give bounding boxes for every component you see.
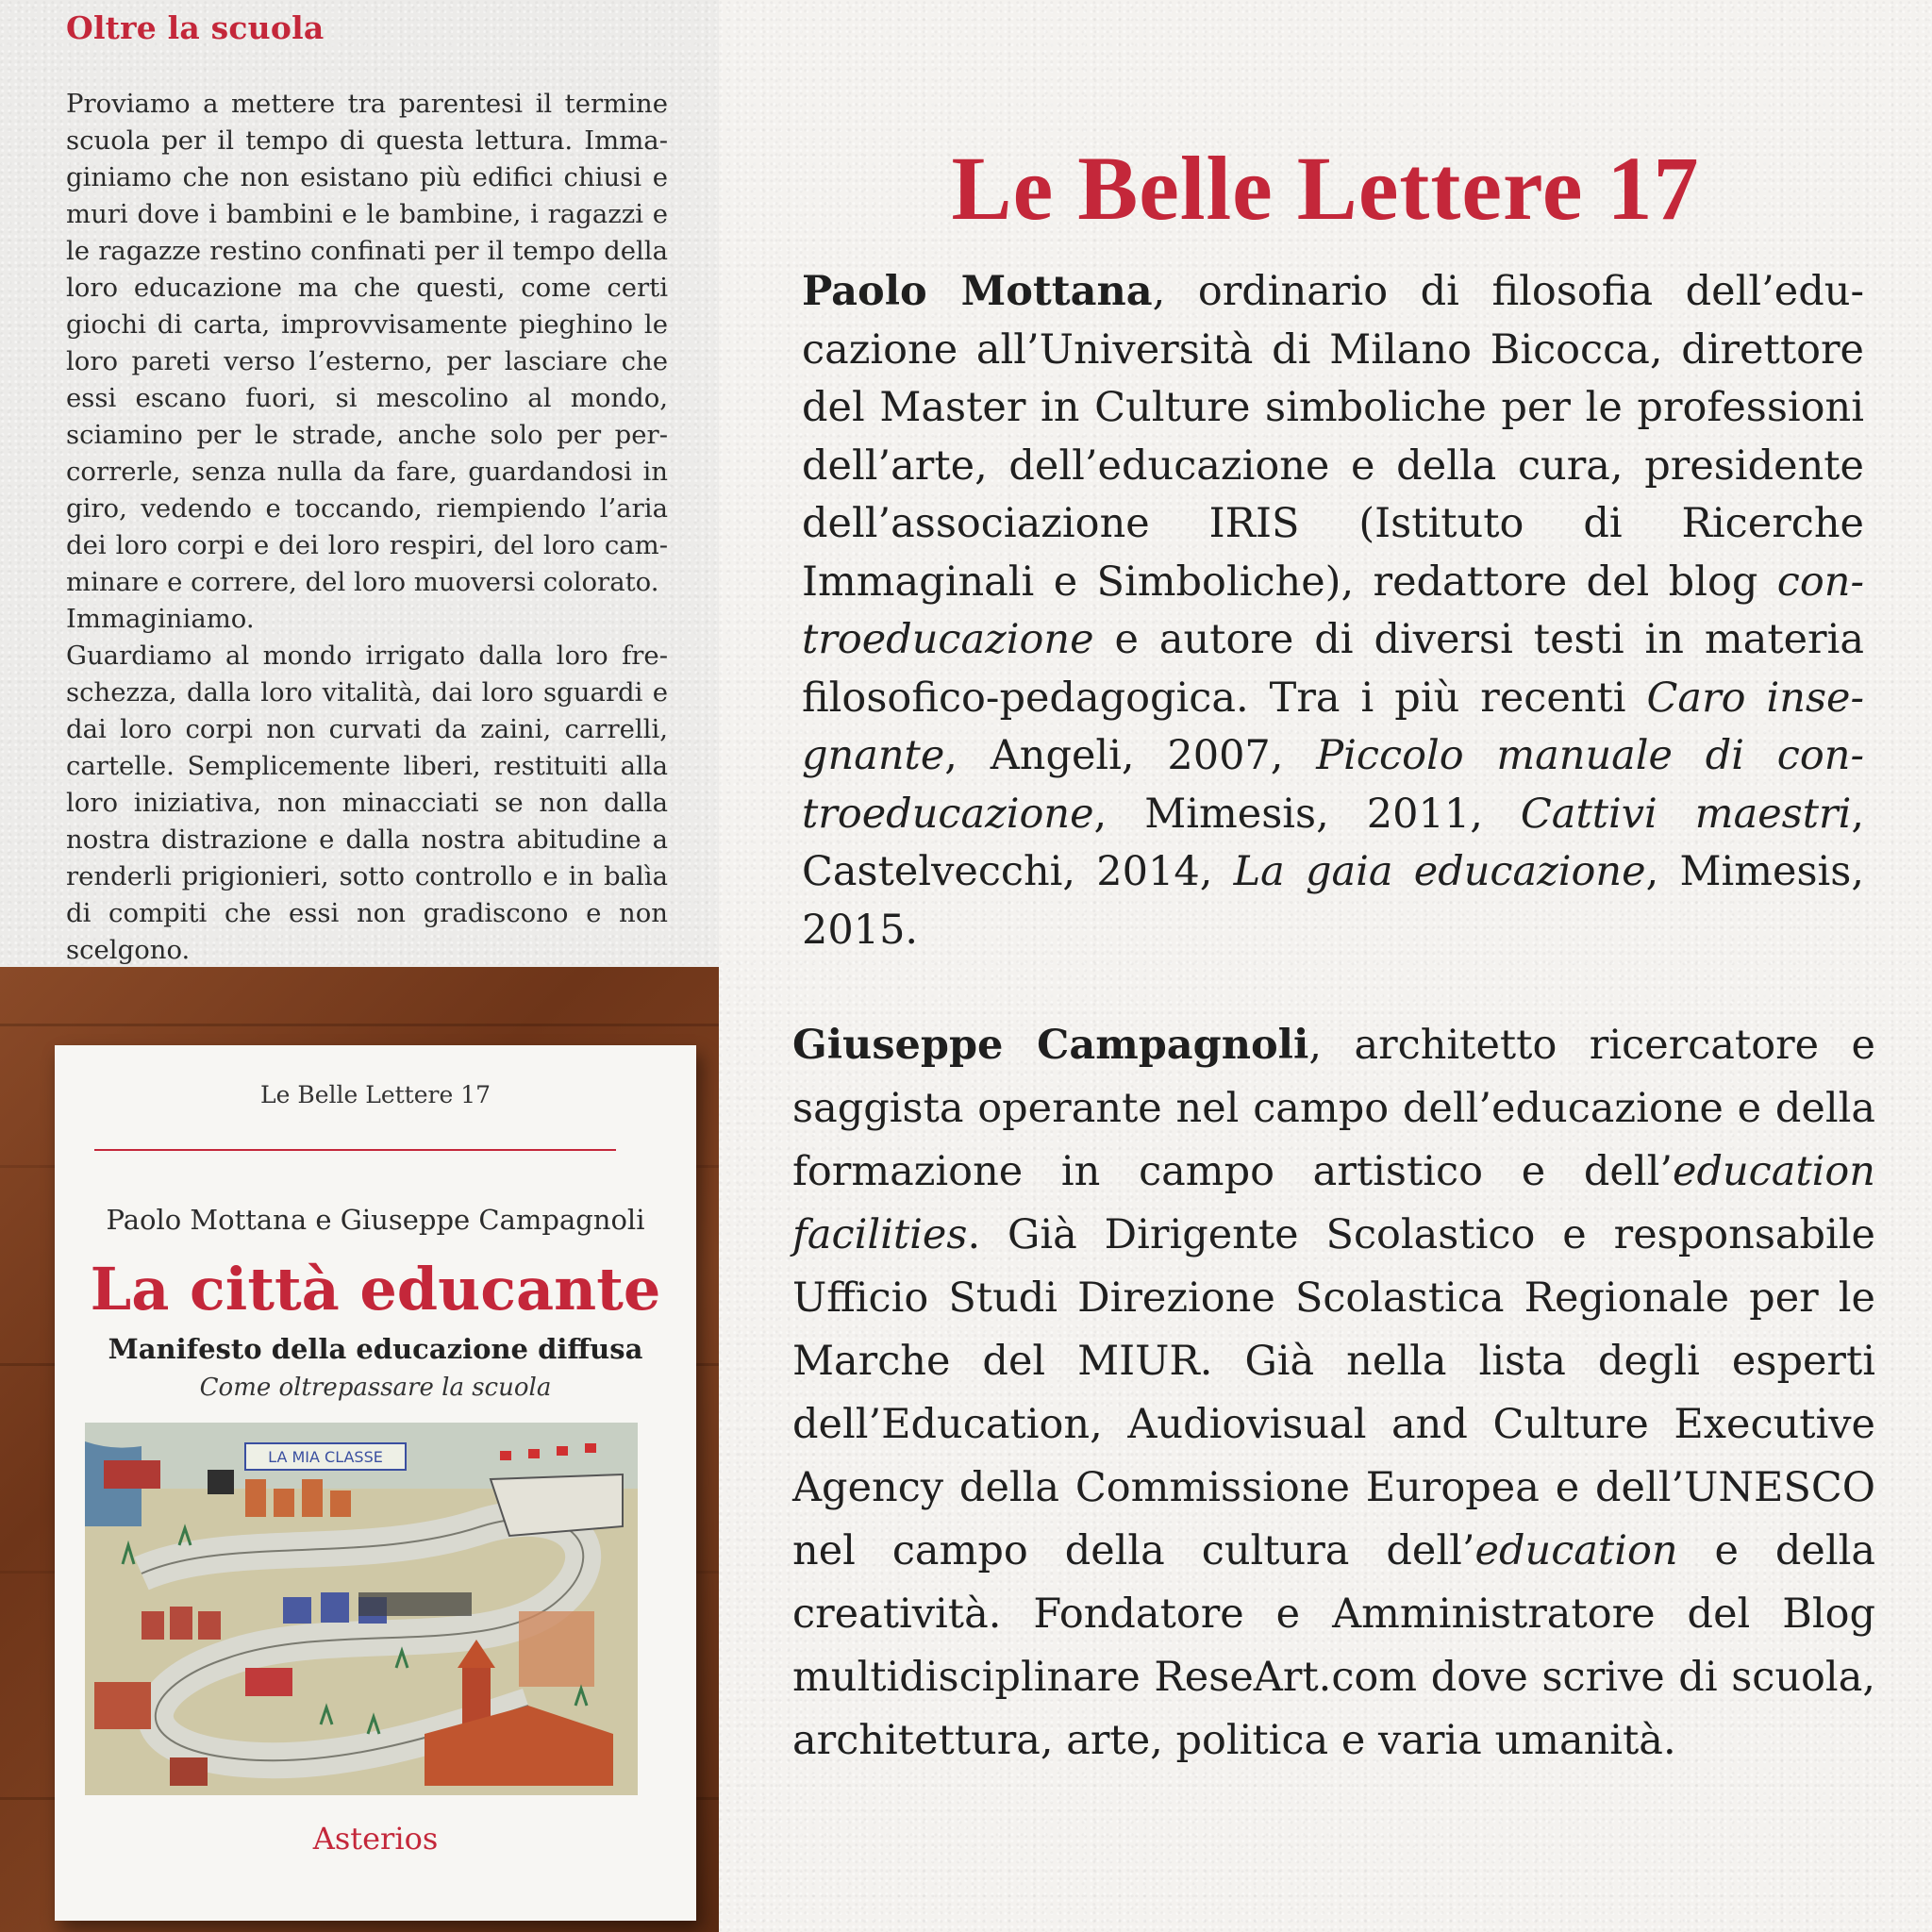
bio-text: . Già Dirigente Scolastico e responsabile Ufficio Studi Direzione Scolastica Regionale per le Marche del MIUR. Già nella lista degli esperti dell’Education, Audiovisual and Culture Executive Agency della Commissione Europea e dell’UNESCO nel campo della cultura dell’ [792,1211,1875,1574]
book-cover [55,1045,696,1921]
author-bio-mottana [802,263,1864,959]
excerpt-heading: Oltre la scuola [66,9,325,46]
bio-italic: education [1474,1527,1678,1574]
cover-drawing [85,1423,638,1795]
cover-publisher: Asterios [312,1821,439,1857]
bio-text: , Mimesis, 2015. [802,848,1865,954]
cover-divider [94,1149,616,1151]
bio-italic: education facilities [792,1148,1875,1258]
bio-italic: La gaia educazione [1233,848,1646,895]
bio-text: e della creatività. Fondatore e Amministratore del Blog multidisciplinare ReseArt.com dove scrive di scuola, architettura, arte, politica e varia umanità. [792,1527,1875,1764]
drawing-sign-text: LA MIA CLASSE [268,1448,383,1466]
author-bio-campagnoli [792,1014,1875,1773]
cover-title: La città educante [90,1255,661,1324]
cover-tagline: Come oltrepassare la scuola [199,1374,552,1402]
bio-text: , Castelvecchi, 2014, [802,790,1864,895]
bio-text: , architetto ricercatore e saggista operante nel campo dell’educazione e della formazione in campo artistico e dell’ [792,1022,1875,1195]
bio-italic: Caro insegnante [802,674,1865,779]
cover-subtitle: Manifesto della educazione diffusa [108,1333,643,1365]
excerpt-paragraph-3: Guardiamo al mondo irrigato dalla loro freschezza, dalla loro vitalità, dai loro sguardi e dai loro corpi non curvati da zaini, carrelli, cartelle. Semplicemente liberi, restituiti alla loro iniziativa, non minacciati se non dalla nostra distrazione e dalla nostra abitudine a renderli prigionieri, sotto controllo e in balìa di compiti che essi non gradiscono e non scelgono. [66,641,668,965]
right-page-authors [719,0,1932,1932]
author-name-mottana: Paolo Mottana [802,268,1153,315]
bio-text: , Mimesis, 2011, [1093,790,1521,838]
bio-text: , ordinario di filosofia dell’educazione all’Università di Milano Bicocca, direttore del Master in Culture simboliche per le professioni dell’arte, dell’educazione e della cura, presidente dell’associazione IRIS (Istituto di Ricerche Immaginali e Simboliche), redattore del blog [802,268,1865,606]
bio-italic: controeducazione [802,558,1864,663]
book-photo [0,967,719,1932]
cover-authors: Paolo Mottana e Giuseppe Campagnoli [106,1204,645,1236]
bio-italic: Piccolo manuale di controeducazione [802,732,1865,838]
author-name-campagnoli: Giuseppe Campagnoli [792,1022,1309,1069]
bio-text: e autore di diversi testi in materia filosofico-pedagogica. Tra i più recenti [802,616,1864,722]
left-page-excerpt [0,0,719,967]
excerpt-paragraph-2: Immaginiamo. [66,604,255,634]
cover-series: Le Belle Lettere 17 [259,1081,491,1108]
series-title: Le Belle Lettere 17 [951,138,1700,240]
bio-text: , Angeli, 2007, [944,732,1317,779]
excerpt-paragraph-1: Proviamo a mettere tra parentesi il termine scuola per il tempo di questa lettura. Immaginiamo che non esistano più edifici chiusi e muri dove i bambini e le bambine, i ragazzi e le ragazze restino confinati per il tempo della loro educazione ma che questi, come certi giochi di carta, improvvisamente pieghino le loro pareti verso l’esterno, per lasciare che essi escano fuori, si mescolino al mondo, sciamino per le strade, anche solo per percorrerle, senza nulla da fare, guardandosi in giro, vedendo e toccando, riempiendo l’aria dei loro corpi e dei loro respiri, del loro camminare e correre, del loro muoversi colorato. [66,89,668,597]
bio-italic: Cattivi maestri [1520,790,1852,838]
